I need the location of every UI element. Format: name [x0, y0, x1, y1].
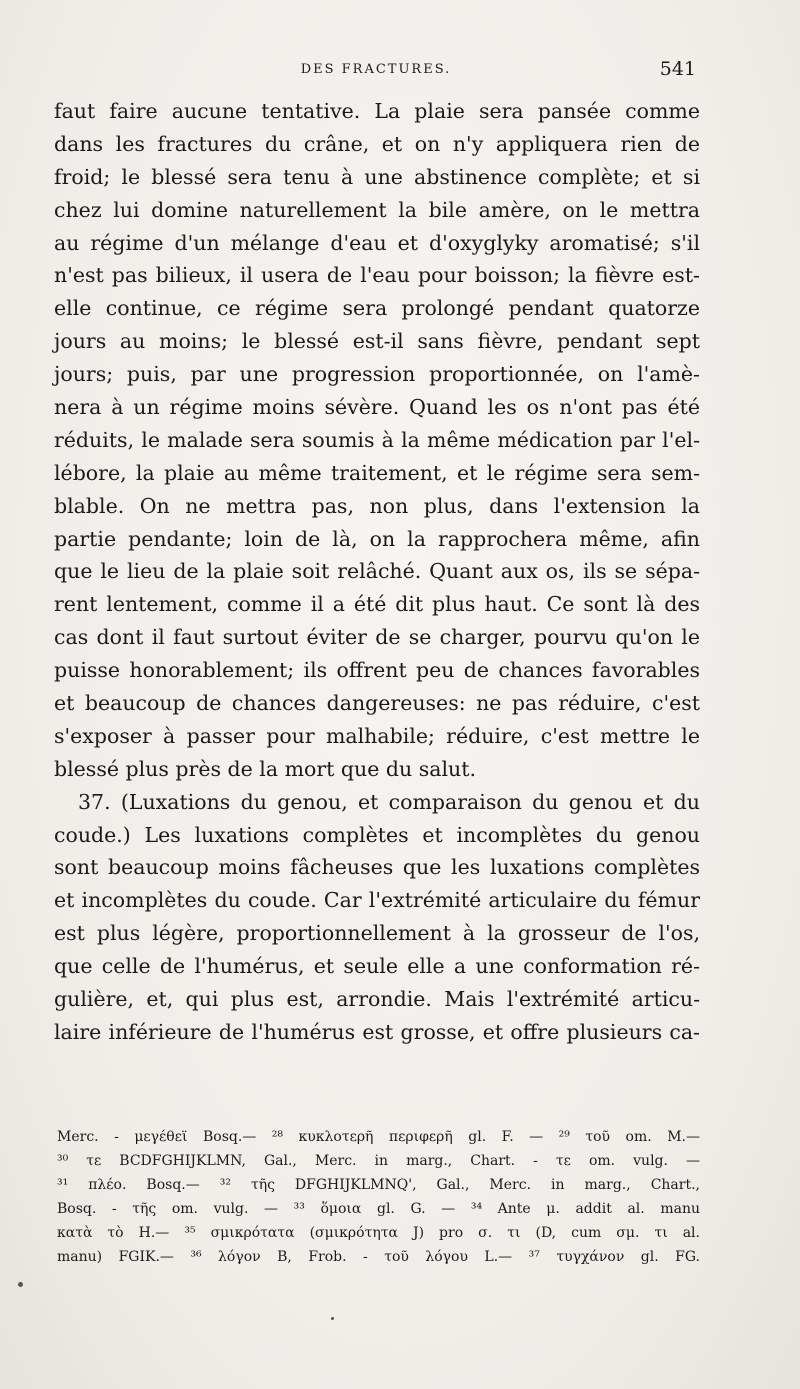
text-line: cas dont il faut surtout éviter de se charger, pourvu qu'on le — [54, 625, 700, 650]
text-line: et incomplètes du coude. Car l'extrémité articulaire du fémur — [54, 888, 700, 913]
text-line: jours; puis, par une progression proportionnée, on l'amè- — [54, 362, 700, 387]
text-line: laire inférieure de l'humérus est grosse, et offre plusieurs ca- — [54, 1019, 700, 1044]
text-line: n'est pas bilieux, il usera de l'eau pour boisson; la fièvre est- — [54, 263, 700, 288]
text-line: chez lui domine naturellement la bile amère, on le mettra — [54, 197, 700, 222]
text-line: blessé plus près de la mort que du salut. — [54, 756, 476, 781]
text-line: rent lentement, comme il a été dit plus haut. Ce sont là des — [54, 592, 700, 617]
text-line: nera à un régime moins sévère. Quand les os n'ont pas été — [54, 395, 700, 420]
footnote-line: manu) FGIK.— ³⁶ λόγον B, Frob. - τοῦ λόγου L.— ³⁷ τυγχάνον gl. FG. — [57, 1249, 700, 1265]
footnote-line: ³⁰ τε BCDFGHIJKLMN, Gal., Merc. in marg., Chart. - τε om. vulg. — — [57, 1153, 700, 1169]
text-line: que celle de l'humérus, et seule elle a une conformation ré- — [54, 954, 700, 979]
text-line: puisse honorablement; ils offrent peu de chances favorables — [54, 658, 700, 683]
ink-speck — [18, 1282, 23, 1287]
footnote-line: ³¹ πλέο. Bosq.— ³² τῆς DFGHIJKLMNQ', Gal., Merc. in marg., Chart., — [57, 1177, 700, 1193]
text-line: est plus légère, proportionnellement à la grosseur de l'os, — [54, 921, 700, 946]
footnote-line: κατὰ τὸ H.— ³⁵ σμικρότατα (σμικρότητα J) pro σ. τι (D, cum σμ. τι al. — [57, 1225, 700, 1241]
section-heading-line: 37. (Luxations du genou, et comparaison du genou et du — [78, 789, 700, 814]
text-line: que le lieu de la plaie soit relâché. Quant aux os, ils se sépa- — [54, 559, 700, 584]
footnote-line: Merc. - μεγέθεϊ Bosq.— ²⁸ κυκλοτερῆ περιφερῆ gl. F. — ²⁹ τοῦ om. M.— — [57, 1129, 700, 1145]
footnote-line: Bosq. - τῆς om. vulg. — ³³ ὅμοια gl. G. — ³⁴ Ante μ. addit al. manu — [57, 1201, 700, 1217]
text-line: blable. On ne mettra pas, non plus, dans l'extension la — [54, 493, 700, 518]
footnotes — [57, 1125, 700, 1269]
text-line: lébore, la plaie au même traitement, et le régime sera sem- — [54, 460, 700, 485]
running-title: DES FRACTURES. — [300, 62, 452, 77]
text-line: dans les fractures du crâne, et on n'y appliquera rien de — [54, 131, 700, 156]
text-line: coude.) Les luxations complètes et incomplètes du genou — [54, 822, 700, 847]
text-line: au régime d'un mélange d'eau et d'oxyglyky aromatisé; s'il — [54, 230, 700, 255]
page-header — [56, 56, 696, 90]
text-line: s'exposer à passer pour malhabile; réduire, c'est mettre le — [54, 723, 700, 748]
text-line: et beaucoup de chances dangereuses: ne pas réduire, c'est — [54, 691, 700, 716]
text-line: réduits, le malade sera soumis à la même médication par l'el- — [54, 427, 700, 452]
ink-speck — [331, 1317, 334, 1320]
page-number: 541 — [659, 58, 696, 80]
text-line: faut faire aucune tentative. La plaie sera pansée comme — [54, 99, 700, 123]
text-line: froid; le blessé sera tenu à une abstinence complète; et si — [54, 164, 700, 189]
text-line: gulière, et, qui plus est, arrondie. Mais l'extrémité articu- — [54, 987, 700, 1012]
main-text — [54, 95, 700, 1049]
text-line: jours au moins; le blessé est-il sans fièvre, pendant sept — [54, 329, 700, 354]
text-line: partie pendante; loin de là, on la rapprochera même, afin — [54, 526, 700, 551]
text-line: sont beaucoup moins fâcheuses que les luxations complètes — [54, 855, 700, 880]
text-line: elle continue, ce régime sera prolongé pendant quatorze — [54, 296, 700, 321]
